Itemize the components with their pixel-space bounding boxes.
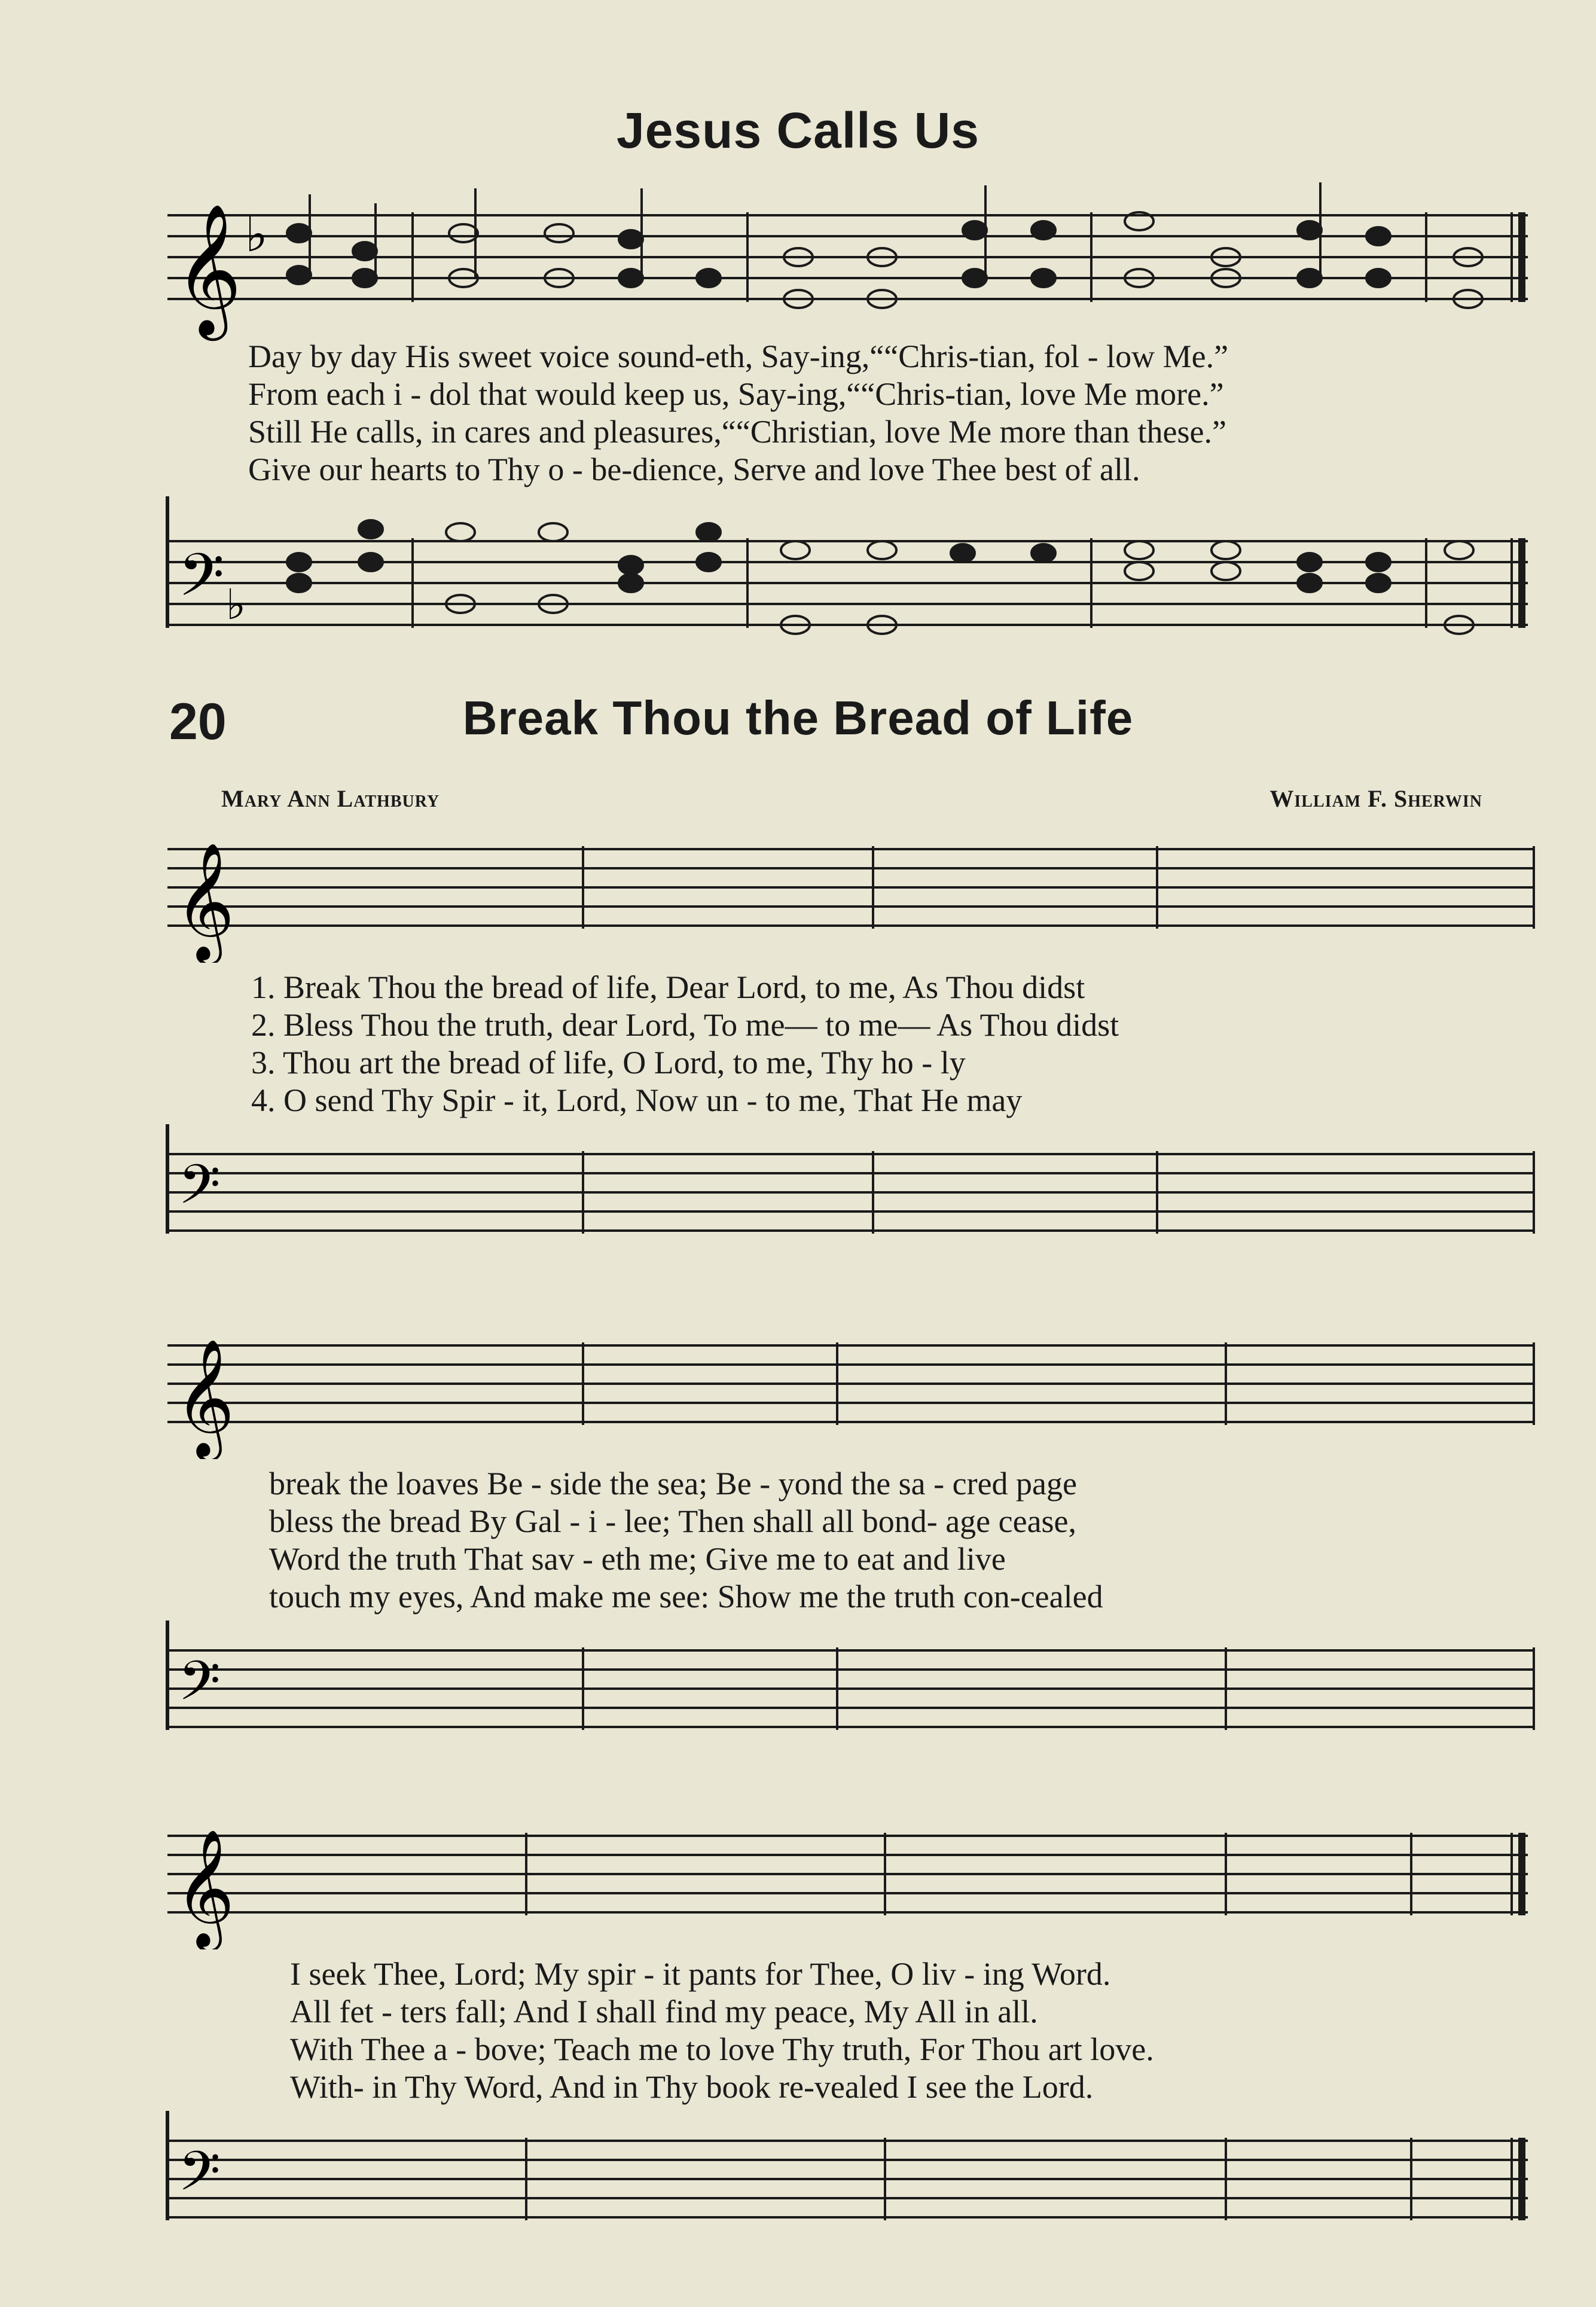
treble-clef-icon: 𝄞 — [175, 203, 242, 335]
flat-icon: ♭ — [245, 207, 268, 263]
treble-staff-system-3 — [0, 1818, 1596, 1949]
bass-staff-system-3 — [0, 2111, 1596, 2260]
bass-staff-system-2 — [0, 1621, 1596, 1758]
notes-bass-top — [287, 520, 1473, 634]
treble-clef-icon: 𝄞 — [175, 842, 235, 960]
lyric-line: 1. Break Thou the bread of life, Dear Lord, to me, As Thou didst — [251, 969, 1085, 1005]
treble-clef-icon: 𝄞 — [175, 1338, 235, 1457]
lyric-line: Still He calls, in cares and pleasures,““Christian, love Me more than these.” — [248, 414, 1226, 450]
treble-staff-top — [0, 179, 1596, 359]
bass-staff-system-1 — [0, 1124, 1596, 1262]
author-credit: Mary Ann Lathbury — [221, 785, 440, 812]
hymn-number: 20 — [169, 693, 227, 750]
hymn-title-main: Break Thou the Bread of Life — [462, 691, 1134, 744]
flat-icon: ♭ — [226, 580, 246, 629]
lyric-line: Word the truth That sav - eth me; Give me to eat and live — [269, 1541, 1006, 1577]
lyric-line: 3. Thou art the bread of life, O Lord, to me, Thy ho - ly — [251, 1045, 966, 1081]
bass-clef-icon: 𝄢 — [178, 1649, 221, 1726]
treble-staff-system-1 — [0, 831, 1596, 963]
lyric-line: 4. O send Thy Spir - it, Lord, Now un - to me, That He may — [251, 1082, 1023, 1118]
hymn-title-top: Jesus Calls Us — [616, 102, 979, 158]
lyric-line: All fet - ters fall; And I shall find my peace, My All in all. — [290, 1994, 1038, 2030]
lyric-line: Give our hearts to Thy o - be-dience, Serve and love Thee best of all. — [248, 451, 1140, 487]
bass-clef-icon: 𝄢 — [178, 2140, 221, 2216]
lyric-line: bless the bread By Gal - i - lee; Then shall all bond- age cease, — [269, 1503, 1077, 1539]
composer-credit: William F. Sherwin — [1270, 785, 1482, 812]
lyric-line: With Thee a - bove; Teach me to love Thy truth, For Thou art love. — [290, 2031, 1154, 2067]
bass-staff-top — [0, 496, 1596, 670]
lyric-line: From each i - dol that would keep us, Say-ing,““Chris-tian, love Me more.” — [248, 376, 1224, 412]
treble-staff-system-2 — [0, 1328, 1596, 1459]
lyric-line: With- in Thy Word, And in Thy book re-vealed I see the Lord. — [290, 2069, 1094, 2105]
notes-treble-top — [287, 182, 1482, 308]
lyric-line: 2. Bless Thou the truth, dear Lord, To me— to me— As Thou didst — [251, 1007, 1119, 1043]
bass-clef-icon: 𝄢 — [178, 541, 225, 624]
bass-clef-icon: 𝄢 — [178, 1153, 221, 1229]
treble-clef-icon: 𝄞 — [175, 1829, 235, 1947]
lyric-line: touch my eyes, And make me see: Show me the truth con-cealed — [269, 1579, 1103, 1615]
lyric-line: Day by day His sweet voice sound-eth, Say-ing,““Chris-tian, fol - low Me.” — [248, 338, 1229, 374]
lyric-line: break the loaves Be - side the sea; Be - yond the sa - cred page — [269, 1466, 1077, 1502]
lyric-line: I seek Thee, Lord; My spir - it pants for Thee, O liv - ing Word. — [290, 1956, 1111, 1992]
